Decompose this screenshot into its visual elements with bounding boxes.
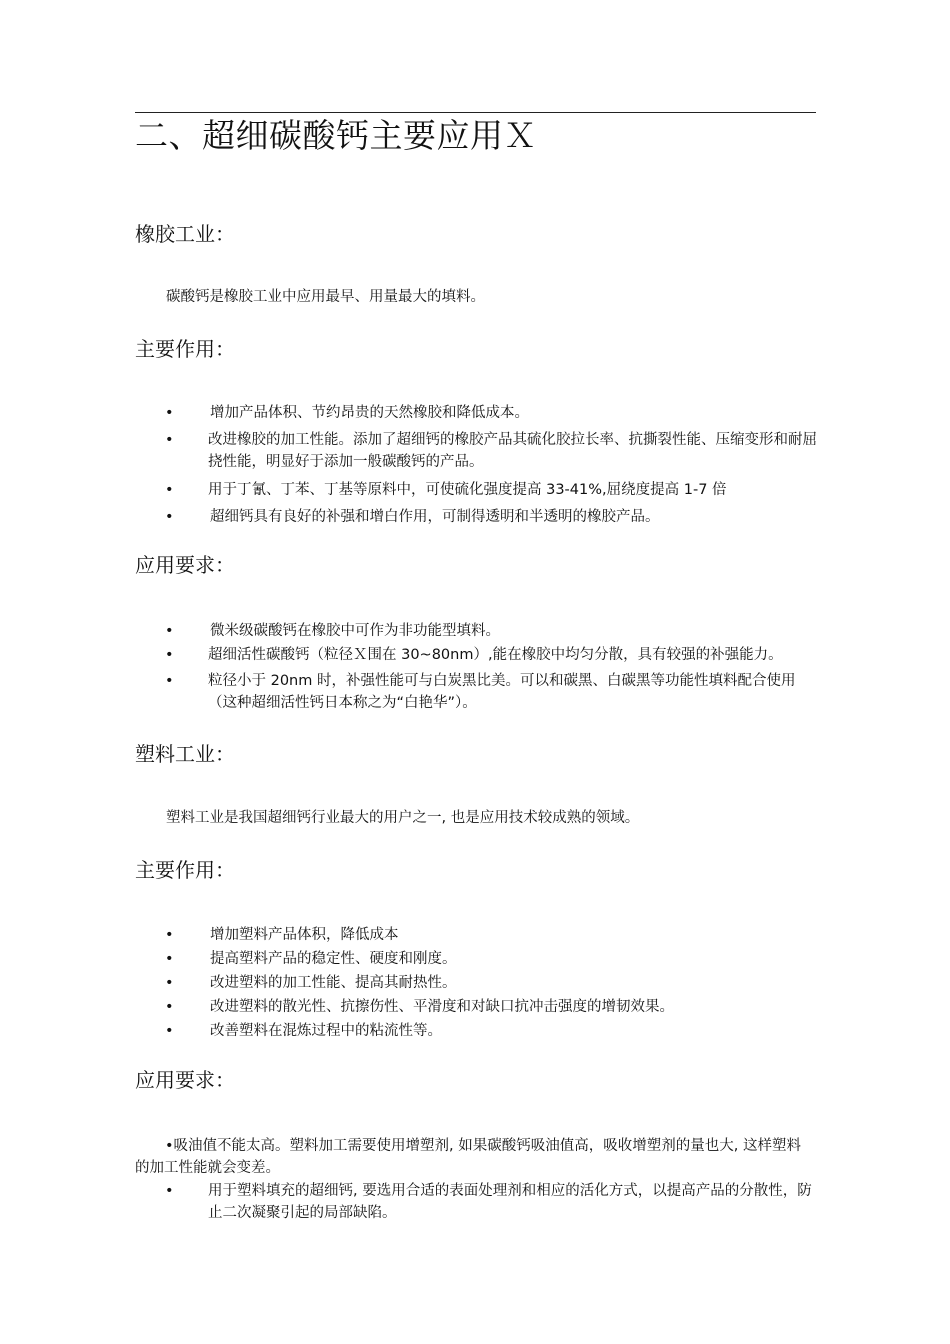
- list-item: • 改进塑料的加工性能、提高其耐热性。: [0, 972, 950, 994]
- bullet-icon: •: [165, 1183, 174, 1199]
- bullet-icon: •: [165, 1023, 174, 1039]
- plastic-intro: 塑料工业是我国超细钙行业最大的用户之一, 也是应用技术较成熟的领域。: [166, 810, 640, 826]
- plastic-requirements-heading: 应用要求：: [135, 1068, 235, 1092]
- list-item: • 改进橡胶的加工性能。添加了超细钙的橡胶产品其硫化胶拉长率、抗撕裂性能、压缩变形和耐屈挠性能，明显好于添加一般碳酸钙的产品。: [0, 429, 950, 473]
- rubber-intro: 碳酸钙是橡胶工业中应用最早、用量最大的填料。: [166, 289, 485, 305]
- list-item: • 粒径小于 20nm 时，补强性能可与白炭黑比美。可以和碳黑、白碳黑等功能性填料配合使用（这种超细活性钙日本称之为“白艳华”）。: [0, 670, 950, 714]
- rubber-requirements-heading: 应用要求：: [135, 553, 235, 577]
- list-item: • 增加产品体积、节约昂贵的天然橡胶和降低成本。: [0, 402, 950, 424]
- bullet-icon: •: [165, 432, 174, 448]
- bullet-icon: •: [165, 482, 174, 498]
- list-item: • 改善塑料在混炼过程中的粘流性等。: [0, 1020, 950, 1042]
- page-title: 二、超细碳酸钙主要应用Ｘ: [135, 116, 537, 155]
- list-item: • 改进塑料的散光性、抗擦伤性、平滑度和对缺口抗冲击强度的增韧效果。: [0, 996, 950, 1018]
- plastic-roles-heading: 主要作用：: [135, 858, 235, 882]
- list-item: • 超细活性碳酸钙（粒径Ｘ围在 30~80nm）,能在橡胶中均匀分散，具有较强的补强能力。: [0, 644, 950, 666]
- bullet-icon: •: [165, 405, 174, 421]
- rubber-roles-list: [0, 402, 950, 528]
- list-item: • 用于丁氰、丁苯、丁基等原料中，可使硫化强度提高 33-41%,屈绕度提高 1-7 倍: [0, 479, 950, 501]
- rubber-requirements-list: [0, 620, 950, 714]
- bullet-icon: •: [165, 951, 174, 967]
- plastic-requirement-first: •吸油值不能太高。塑料加工需要使用增塑剂, 如果碳酸钙吸油值高，吸收增塑剂的量也大, 这样塑料的加工性能就会变差。: [135, 1138, 801, 1176]
- section-heading-plastic: 塑料工业：: [135, 742, 235, 766]
- bullet-icon: •: [165, 999, 174, 1015]
- bullet-icon: •: [165, 975, 174, 991]
- bullet-icon: •: [165, 509, 174, 525]
- bullet-icon: •: [165, 673, 174, 689]
- rubber-roles-heading: 主要作用：: [135, 337, 235, 361]
- bullet-icon: •: [165, 623, 174, 639]
- bullet-icon: •: [165, 927, 174, 943]
- plastic-requirements-list: [0, 1180, 950, 1224]
- plastic-roles-list: [0, 924, 950, 1042]
- list-item: • 增加塑料产品体积，降低成本: [0, 924, 950, 946]
- list-item: • 微米级碳酸钙在橡胶中可作为非功能型填料。: [0, 620, 950, 642]
- list-item: • 用于塑料填充的超细钙, 要选用合适的表面处理剂和相应的活化方式，以提高产品的分散性，防止二次凝聚引起的局部缺陷。: [0, 1180, 950, 1224]
- header-rule: [135, 112, 816, 113]
- list-item: • 超细钙具有良好的补强和增白作用，可制得透明和半透明的橡胶产品。: [0, 506, 950, 528]
- section-heading-rubber: 橡胶工业：: [135, 222, 235, 246]
- list-item: • 提高塑料产品的稳定性、硬度和刚度。: [0, 948, 950, 970]
- bullet-icon: •: [165, 647, 174, 663]
